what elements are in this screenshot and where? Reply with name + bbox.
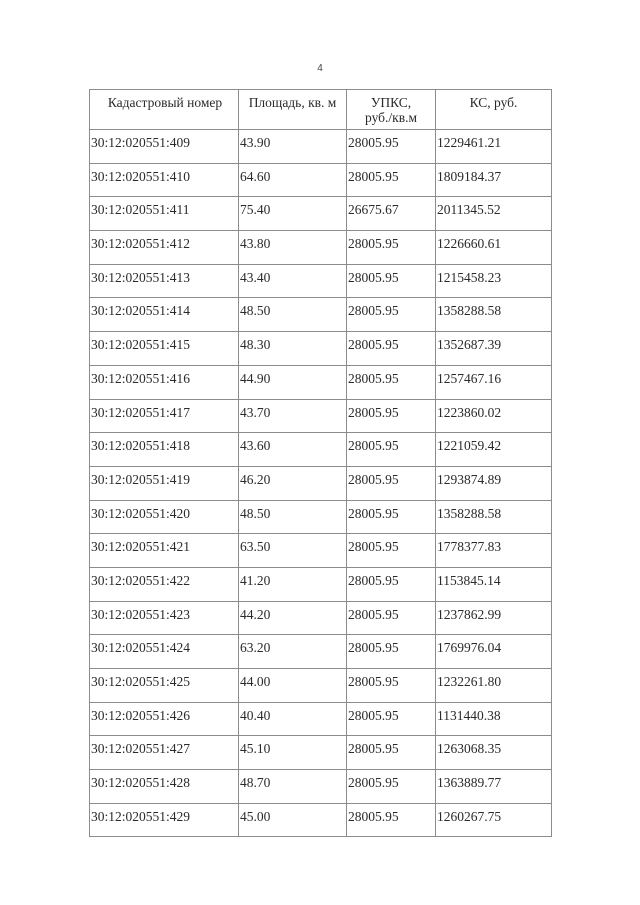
header-upks (347, 90, 436, 130)
cell-cadastral-value: 1215458.23 (436, 264, 552, 298)
cell-cadastral-number: 30:12:020551:427 (90, 736, 239, 770)
cell-cadastral-value: 1153845.14 (436, 567, 552, 601)
cell-area: 43.80 (239, 231, 347, 265)
cell-cadastral-number: 30:12:020551:410 (90, 163, 239, 197)
table-row (90, 130, 552, 164)
table-row (90, 567, 552, 601)
table-row (90, 669, 552, 703)
cell-cadastral-number: 30:12:020551:409 (90, 130, 239, 164)
cell-cadastral-value: 1131440.38 (436, 702, 552, 736)
table-row (90, 702, 552, 736)
cadastral-value-table (89, 89, 552, 837)
cell-upks: 28005.95 (347, 669, 436, 703)
cell-cadastral-value: 1293874.89 (436, 466, 552, 500)
cell-upks: 28005.95 (347, 770, 436, 804)
cell-upks: 28005.95 (347, 433, 436, 467)
table-row (90, 500, 552, 534)
cell-cadastral-value: 1237862.99 (436, 601, 552, 635)
cell-upks: 28005.95 (347, 601, 436, 635)
cell-area: 48.70 (239, 770, 347, 804)
cell-upks: 28005.95 (347, 466, 436, 500)
header-area: Площадь, кв. м (239, 90, 347, 130)
cell-upks: 28005.95 (347, 803, 436, 837)
cell-area: 45.00 (239, 803, 347, 837)
cell-cadastral-number: 30:12:020551:429 (90, 803, 239, 837)
cell-cadastral-value: 1778377.83 (436, 534, 552, 568)
cell-cadastral-number: 30:12:020551:414 (90, 298, 239, 332)
header-cadastral-value: КС, руб. (436, 90, 552, 130)
cell-upks: 28005.95 (347, 635, 436, 669)
table-row (90, 601, 552, 635)
cell-upks: 28005.95 (347, 534, 436, 568)
cell-cadastral-value: 1232261.80 (436, 669, 552, 703)
cell-upks: 28005.95 (347, 231, 436, 265)
table-row (90, 803, 552, 837)
cell-upks: 28005.95 (347, 130, 436, 164)
cell-upks: 28005.95 (347, 500, 436, 534)
cell-upks: 28005.95 (347, 298, 436, 332)
cell-area: 64.60 (239, 163, 347, 197)
cell-area: 46.20 (239, 466, 347, 500)
cell-cadastral-value: 2011345.52 (436, 197, 552, 231)
cell-upks: 28005.95 (347, 264, 436, 298)
cell-cadastral-number: 30:12:020551:419 (90, 466, 239, 500)
cell-upks: 28005.95 (347, 567, 436, 601)
table-header (90, 90, 552, 130)
cell-upks: 28005.95 (347, 399, 436, 433)
cell-cadastral-value: 1358288.58 (436, 500, 552, 534)
cell-cadastral-value: 1260267.75 (436, 803, 552, 837)
cell-area: 48.50 (239, 298, 347, 332)
table-body (90, 130, 552, 837)
page-number: 4 (317, 63, 323, 74)
cell-area: 43.70 (239, 399, 347, 433)
cell-cadastral-number: 30:12:020551:416 (90, 365, 239, 399)
header-row (90, 90, 552, 130)
cell-cadastral-number: 30:12:020551:413 (90, 264, 239, 298)
cell-area: 63.20 (239, 635, 347, 669)
cell-area: 43.90 (239, 130, 347, 164)
cell-cadastral-number: 30:12:020551:422 (90, 567, 239, 601)
cell-cadastral-value: 1223860.02 (436, 399, 552, 433)
cell-cadastral-number: 30:12:020551:417 (90, 399, 239, 433)
table-row (90, 534, 552, 568)
cell-area: 63.50 (239, 534, 347, 568)
cell-cadastral-value: 1221059.42 (436, 433, 552, 467)
cell-area: 43.40 (239, 264, 347, 298)
cell-cadastral-number: 30:12:020551:412 (90, 231, 239, 265)
table-row (90, 433, 552, 467)
cell-cadastral-number: 30:12:020551:418 (90, 433, 239, 467)
cell-area: 45.10 (239, 736, 347, 770)
table-row (90, 264, 552, 298)
table-row (90, 770, 552, 804)
cell-upks: 28005.95 (347, 332, 436, 366)
header-upks-text: УПКС, руб./кв.м (365, 95, 417, 125)
cell-area: 44.00 (239, 669, 347, 703)
cell-cadastral-value: 1358288.58 (436, 298, 552, 332)
cell-upks: 28005.95 (347, 736, 436, 770)
cell-area: 48.50 (239, 500, 347, 534)
cell-cadastral-number: 30:12:020551:420 (90, 500, 239, 534)
cell-upks: 28005.95 (347, 365, 436, 399)
table-row (90, 231, 552, 265)
cell-area: 40.40 (239, 702, 347, 736)
table-row (90, 365, 552, 399)
cell-area: 48.30 (239, 332, 347, 366)
table-row (90, 163, 552, 197)
cell-cadastral-value: 1809184.37 (436, 163, 552, 197)
cell-area: 44.20 (239, 601, 347, 635)
cell-upks: 26675.67 (347, 197, 436, 231)
table-row (90, 635, 552, 669)
cell-cadastral-value: 1769976.04 (436, 635, 552, 669)
cell-cadastral-value: 1352687.39 (436, 332, 552, 366)
table-row (90, 466, 552, 500)
table-row (90, 736, 552, 770)
cell-upks: 28005.95 (347, 163, 436, 197)
cell-cadastral-number: 30:12:020551:424 (90, 635, 239, 669)
cell-cadastral-number: 30:12:020551:415 (90, 332, 239, 366)
header-cadastral-number: Кадастровый номер (90, 90, 239, 130)
cell-cadastral-number: 30:12:020551:428 (90, 770, 239, 804)
cell-area: 43.60 (239, 433, 347, 467)
cell-cadastral-number: 30:12:020551:425 (90, 669, 239, 703)
cell-cadastral-number: 30:12:020551:426 (90, 702, 239, 736)
cell-cadastral-value: 1229461.21 (436, 130, 552, 164)
cell-cadastral-number: 30:12:020551:421 (90, 534, 239, 568)
table-row (90, 399, 552, 433)
cell-area: 41.20 (239, 567, 347, 601)
cell-cadastral-value: 1226660.61 (436, 231, 552, 265)
cell-cadastral-value: 1263068.35 (436, 736, 552, 770)
cell-cadastral-number: 30:12:020551:411 (90, 197, 239, 231)
table-row (90, 332, 552, 366)
table-row (90, 197, 552, 231)
cell-area: 75.40 (239, 197, 347, 231)
table-row (90, 298, 552, 332)
cell-cadastral-value: 1363889.77 (436, 770, 552, 804)
cell-area: 44.90 (239, 365, 347, 399)
cell-upks: 28005.95 (347, 702, 436, 736)
cell-cadastral-number: 30:12:020551:423 (90, 601, 239, 635)
cell-cadastral-value: 1257467.16 (436, 365, 552, 399)
